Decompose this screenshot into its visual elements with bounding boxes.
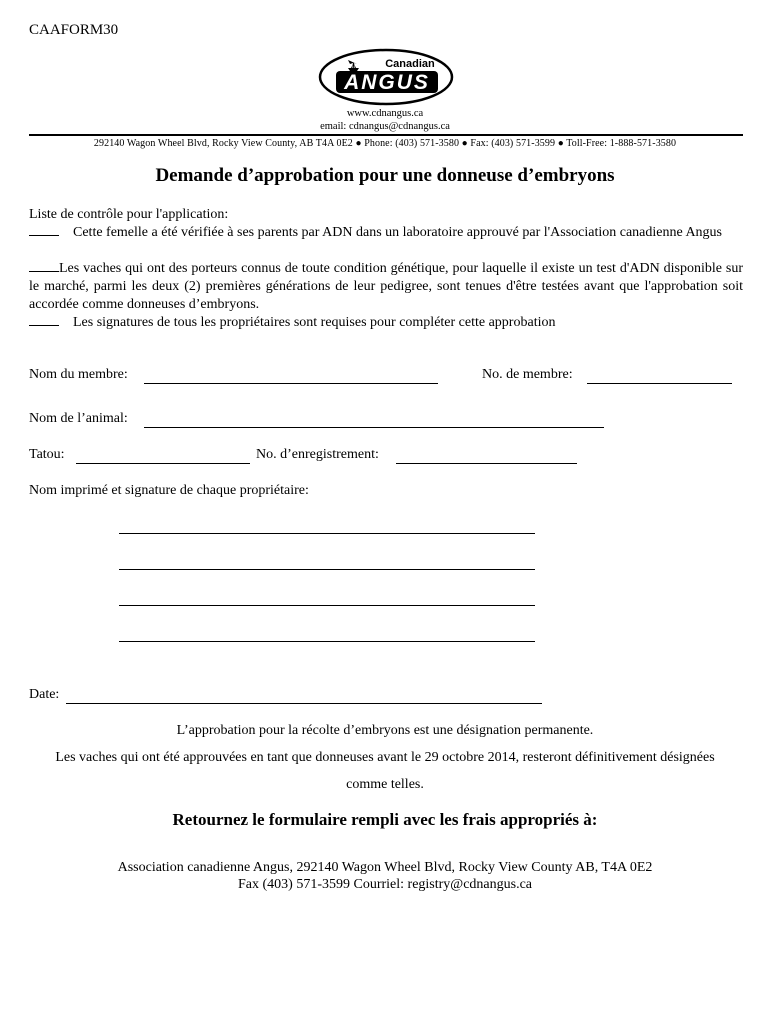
svg-text:ANGUS: ANGUS [344, 71, 430, 94]
animal-name-field[interactable] [144, 427, 604, 428]
checklist-header: Liste de contrôle pour l'application: [29, 207, 229, 222]
header-divider [29, 134, 743, 136]
checklist-item-genetic-test [29, 259, 743, 314]
checkbox-blank[interactable] [29, 313, 59, 326]
owner-signature-line-1[interactable] [119, 533, 535, 534]
prior-approval-note: Les vaches qui ont été approuvées en tant que donneuses avant le 29 octobre 2014, resteront définitivement désignées [55, 750, 715, 765]
member-number-label: No. de membre: [482, 367, 573, 382]
tattoo-field[interactable] [76, 463, 250, 464]
email: email: cdnangus@cdnangus.ca [320, 121, 450, 132]
form-code: CAAFORM30 [29, 22, 119, 38]
registration-number-field[interactable] [396, 463, 577, 464]
return-instructions-title: Retournez le formulaire rempli avec les frais appropriés à: [172, 810, 598, 829]
return-fax-email: Fax (403) 571-3599 Courriel: registry@cdnangus.ca [238, 877, 532, 892]
checklist-item-dna [29, 223, 743, 242]
checkbox-blank[interactable] [29, 223, 59, 236]
checklist-item-text: Les vaches qui ont des porteurs connus de toute condition génétique, pour laquelle il existe un test d'ADN disponible sur le marché, parmi les deux (2) premières générations de leur pedigree, sont tenues d'être testées avant que l'approbation soit accordée comme donneuses d’embryons. [29, 261, 743, 312]
checklist-item-signatures [29, 313, 743, 332]
address-line: 292140 Wagon Wheel Blvd, Rocky View County, AB T4A 0E2 ● Phone: (403) 571-3580 ● Fax: (403) 571-3599 ● Toll-Free: 1-888-571-3580 [93, 138, 677, 149]
page-title: Demande d’approbation pour une donneuse d’embryons [155, 165, 615, 186]
member-number-field[interactable] [587, 383, 732, 384]
prior-approval-note-cont: comme telles. [346, 777, 424, 792]
owner-signatures-label: Nom imprimé et signature de chaque propriétaire: [29, 483, 309, 498]
animal-name-label: Nom de l’animal: [29, 411, 128, 426]
checklist-item-text: Les signatures de tous les propriétaires sont requises pour compléter cette approbation [73, 315, 556, 330]
registration-number-label: No. d’enregistrement: [256, 447, 379, 462]
checklist-item-text: Cette femelle a été vérifiée à ses parents par ADN dans un laboratoire approuvé par l'Association canadienne Angus [73, 225, 723, 240]
date-label: Date: [29, 687, 60, 702]
member-name-label: Nom du membre: [29, 367, 128, 382]
owner-signature-line-3[interactable] [119, 605, 535, 606]
svg-text:Canadian: Canadian [385, 58, 435, 70]
permanent-designation-note: L’approbation pour la récolte d’embryons est une désignation permanente. [176, 723, 594, 738]
owner-signature-line-2[interactable] [119, 569, 535, 570]
canadian-angus-logo [318, 48, 454, 106]
tattoo-label: Tatou: [29, 447, 65, 462]
date-field[interactable] [66, 703, 542, 704]
website: www.cdnangus.ca [346, 108, 424, 119]
return-address: Association canadienne Angus, 292140 Wagon Wheel Blvd, Rocky View County AB, T4A 0E2 [117, 860, 653, 875]
owner-signature-line-4[interactable] [119, 641, 535, 642]
member-name-field[interactable] [144, 383, 438, 384]
checkbox-blank[interactable] [29, 259, 59, 272]
